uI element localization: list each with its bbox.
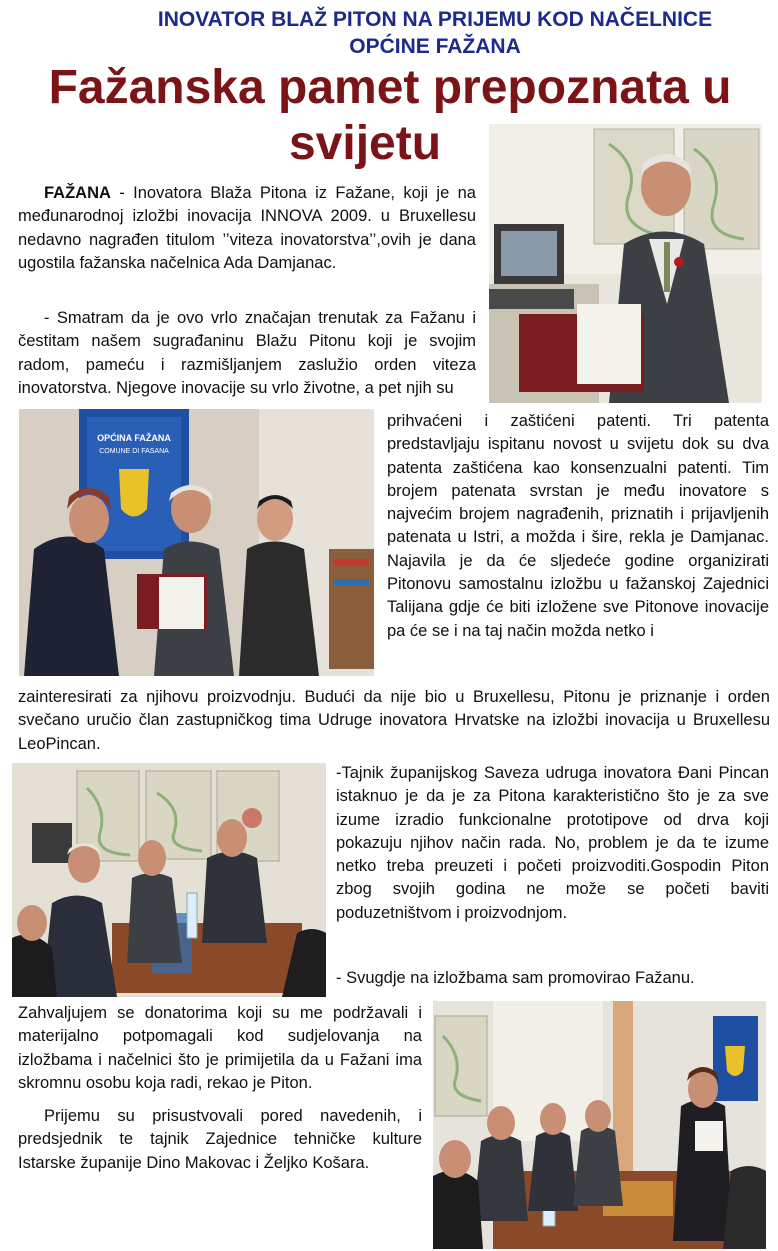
article-paragraph-2-start: - Smatram da je ovo vrlo značajan trenutak za Fažanu i čestitam našem sugrađaninu Blažu Pitonu koji je svojim radom, pameću i razmišljanjem zaslužio orden viteza inovatorstva. Njegove inovacije su vrlo životne, a pet njih su bbox=[18, 309, 476, 397]
banner-text-2: COMUNE DI FASANA bbox=[99, 448, 169, 455]
article-paragraph-4-end: Zahvaljujem se donatorima koji su me podržavali i materijalno potpomagali kod sudjelovanja na izložbama i načelnici što je primijetila da u Fažani ima skromnu osobu koja radi, rekao je Piton. bbox=[18, 1004, 422, 1092]
headline-line-2: svijetu bbox=[288, 117, 442, 170]
banner-text-1: OPĆINA FAŽANA bbox=[97, 433, 171, 443]
kicker bbox=[100, 6, 770, 60]
article-paragraph-4-start: - Svugdje na izložbama sam promovirao Fažanu. bbox=[336, 969, 695, 987]
dateline: FAŽANA bbox=[44, 184, 111, 202]
photo-mayor-speaking bbox=[433, 1001, 766, 1249]
photo-meeting-maps bbox=[12, 763, 326, 997]
article-paragraph-2-middle: prihvaćeni i zaštićeni patenti. Tri patenta predstavljaju ispitanu novost u svijetu dok su dva patenta zaštićena kao konsenzualni patenti. Tim brojem patenata svrstan je među inovatore s najvećim brojem nagrađenih, priznatih i prijavljenih patenata u Istri, a možda i šire, rekla je Damjanac. Najavila je da će sljedeće godine organizirati Pitonovu samostalnu izložbu u fažanskoj Zajednici Talijana gdje će biti izložene sve Pitonove inovacije pa će se i na taj način možda netko i bbox=[387, 412, 769, 640]
photo-reception-banner bbox=[19, 409, 374, 676]
article-paragraph-5: Prijemu su prisustvovali pored navedenih, i predsjednik te tajnik Zajednice tehničke kulture Istarske županije Dino Makovac i Željko Košara. bbox=[18, 1107, 422, 1172]
article-paragraph-3: -Tajnik županijskog Saveza udruga inovatora Đani Pincan istaknuo je da je za Pitona karakteristično što je za sve izume izradio funkcionalne prototipove od drva koji pokazuju njihov način rada. No, problem je da te izume netko treba preuzeti i početi proizvoditi.Gospodin Piton zbog svojih godina ne može se početi baviti poduzetništvom i proizvodnjom. bbox=[336, 764, 769, 922]
paragraph-1-text: - Inovatora Blaža Pitona iz Fažane, koji je na međunarodnoj izložbi inovacija INNOVA 2009. u Bruxellesu nedavno nagrađen titulom ’’viteza inovatorstva’’,ovih je dana ugostila fažanska načelnica Ada Damjanac. bbox=[18, 184, 476, 272]
headline-line-1: Fažanska pamet prepoznata u bbox=[48, 61, 732, 114]
photo-piton-certificate bbox=[489, 124, 762, 403]
article-paragraph-2-end: zainteresirati za njihovu proizvodnju. Budući da nije bio u Bruxellesu, Pitonu je priznanje i orden svečano uručio član zastupničkog tima Udruge inovatora Hrvatske na izložbi inovacija u Bruxellesu LeoPincan. bbox=[18, 688, 770, 753]
article-paragraph-1 bbox=[18, 182, 476, 275]
kicker-line-2: OPĆINE FAŽANA bbox=[349, 35, 521, 58]
kicker-line-1: INOVATOR BLAŽ PITON NA PRIJEMU KOD NAČELNICE bbox=[157, 8, 713, 31]
